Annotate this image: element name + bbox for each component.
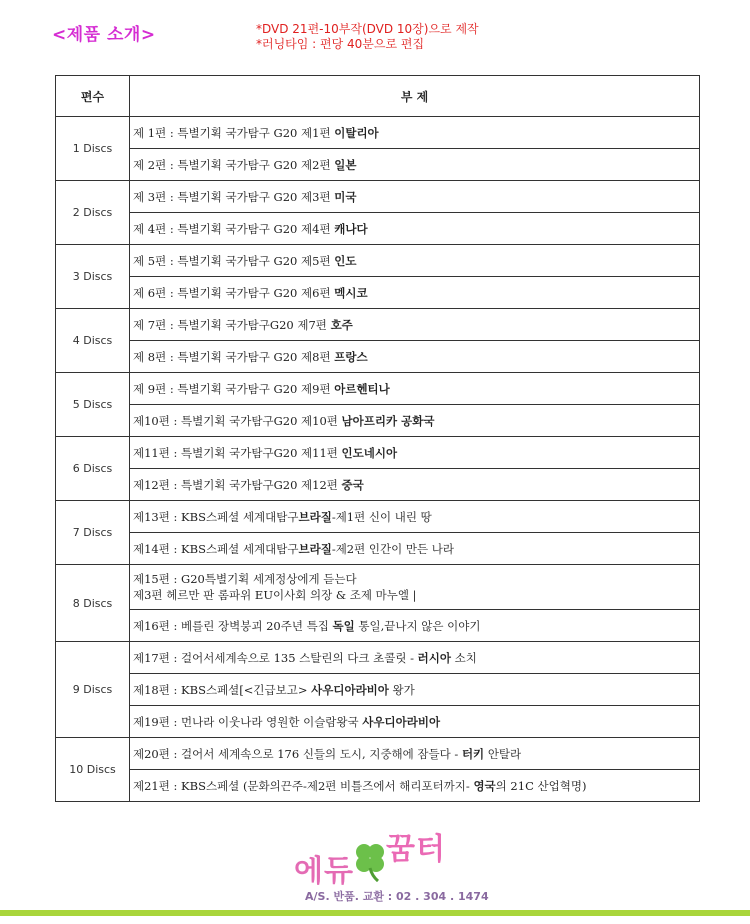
episode-title-cell <box>130 642 700 674</box>
episode-title-cell <box>130 309 700 341</box>
episode-text: 제15편 : G20특별기획 세계정상에게 듣는다 <box>133 572 357 586</box>
episode-title-cell <box>130 373 700 405</box>
episode-title-cell <box>130 565 700 610</box>
column-header-disc: 편수 <box>56 76 130 117</box>
episode-text: 제21편 : KBS스페셜 (문화의끈주-제2편 비틀즈에서 해리포터까지- <box>133 778 474 793</box>
episode-text: 제12편 : 특별기획 국가탐구G20 제12편 <box>133 477 342 492</box>
episode-text: 제 4편 : 특별기획 국가탐구 G20 제4편 <box>133 221 335 236</box>
episode-country: 아르헨티나 <box>334 381 390 396</box>
episode-text: 제20편 : 걸어서 세계속으로 176 신들의 도시, 지중해에 잠들다 - <box>133 746 462 761</box>
episode-country: 일본 <box>334 157 357 172</box>
episode-country: 프랑스 <box>334 349 368 364</box>
disc-count-cell: 5 Discs <box>56 373 130 437</box>
episode-country: 중국 <box>341 477 364 492</box>
episode-text-suffix: 통일,끝나지 않은 이야기 <box>354 618 481 633</box>
episode-text-suffix: 소치 <box>451 650 477 665</box>
episode-title-cell <box>130 501 700 533</box>
bottom-accent-bar <box>0 910 750 916</box>
episode-country: 러시아 <box>417 650 451 665</box>
disc-count-cell: 8 Discs <box>56 565 130 642</box>
note-format: *DVD 21편-10부작(DVD 10장)으로 제작 <box>256 22 479 36</box>
table-row <box>56 405 700 437</box>
episode-text-suffix: 의 21C 산업혁명) <box>495 778 587 793</box>
episode-title-cell <box>130 149 700 181</box>
disc-count-cell: 6 Discs <box>56 437 130 501</box>
episode-table <box>55 75 700 802</box>
logo-text-right: 꿈터 <box>386 832 446 867</box>
episode-text: 제 5편 : 특별기획 국가탐구 G20 제5편 <box>133 253 335 268</box>
table-row <box>56 674 700 706</box>
episode-country: 멕시코 <box>334 285 368 300</box>
episode-text: 제16편 : 베를린 장벽붕괴 20주년 특집 <box>133 618 333 633</box>
episode-country: 남아프리카 공화국 <box>341 413 435 428</box>
disc-count-cell: 7 Discs <box>56 501 130 565</box>
disc-count-cell: 1 Discs <box>56 117 130 181</box>
episode-country: 사우디아라비아 <box>311 682 389 697</box>
episode-title-cell <box>130 405 700 437</box>
episode-text-suffix: 왕가 <box>388 682 415 697</box>
episode-country: 인도네시아 <box>341 445 398 460</box>
product-notes <box>256 22 479 52</box>
table-row <box>56 533 700 565</box>
table-row <box>56 738 700 770</box>
table-row <box>56 373 700 405</box>
episode-title-cell <box>130 245 700 277</box>
episode-text-suffix: -제2편 인간이 만든 나라 <box>331 541 454 556</box>
disc-count-cell: 4 Discs <box>56 309 130 373</box>
table-row <box>56 469 700 501</box>
table-row <box>56 309 700 341</box>
episode-title-cell <box>130 117 700 149</box>
table-row <box>56 245 700 277</box>
disc-count-cell: 3 Discs <box>56 245 130 309</box>
episode-title-cell <box>130 213 700 245</box>
table-row <box>56 501 700 533</box>
table-row <box>56 277 700 309</box>
note-runtime: *러닝타임 : 편당 40분으로 편집 <box>256 37 425 51</box>
episode-country: 브라질 <box>298 541 332 556</box>
episode-text: 제10편 : 특별기획 국가탐구G20 제10편 <box>133 413 342 428</box>
table-row <box>56 341 700 373</box>
episode-text: 제 9편 : 특별기획 국가탐구 G20 제9편 <box>133 381 335 396</box>
table-row <box>56 213 700 245</box>
disc-count-cell: 9 Discs <box>56 642 130 738</box>
table-header-row <box>56 76 700 117</box>
episode-text: 제14편 : KBS스페셜 세계대탐구 <box>133 541 299 556</box>
page-title: <제품 소개> <box>52 25 156 45</box>
episode-title-cell <box>130 770 700 802</box>
table-row <box>56 117 700 149</box>
episode-title-cell <box>130 469 700 501</box>
episode-text: 제19편 : 먼나라 이웃나라 영원한 이슬람왕국 <box>133 714 363 729</box>
episode-country: 호주 <box>330 317 353 332</box>
episode-country: 미국 <box>334 189 357 204</box>
table-row <box>56 181 700 213</box>
episode-text-suffix: 안탈라 <box>484 746 522 761</box>
episode-title-cell <box>130 277 700 309</box>
episode-text: 제 7편 : 특별기획 국가탐구G20 제7편 <box>133 317 331 332</box>
column-header-title: 부 제 <box>130 76 700 117</box>
episode-country: 영국 <box>473 778 496 793</box>
clover-icon <box>350 840 390 882</box>
episode-country: 사우디아라비아 <box>362 714 441 729</box>
episode-title-cell <box>130 706 700 738</box>
episode-text: 제18편 : KBS스페셜[<긴급보고> <box>133 682 312 697</box>
episode-text: 제 6편 : 특별기획 국가탐구 G20 제6편 <box>133 285 335 300</box>
episode-country: 인도 <box>334 253 357 268</box>
episode-text: 제11편 : 특별기획 국가탐구G20 제11편 <box>133 445 342 460</box>
episode-title-cell <box>130 341 700 373</box>
episode-text: 제 1편 : 특별기획 국가탐구 G20 제1편 <box>133 125 335 140</box>
episode-text: 제17편 : 걸어서세계속으로 135 스탈린의 다크 초콜릿 - <box>133 650 418 665</box>
disc-count-cell: 2 Discs <box>56 181 130 245</box>
episode-country: 독일 <box>332 618 355 633</box>
episode-country: 브라질 <box>298 509 332 524</box>
table-row <box>56 642 700 674</box>
disc-count-cell: 10 Discs <box>56 738 130 802</box>
episode-title-cell <box>130 533 700 565</box>
episode-text-suffix: -제1편 신이 내린 땅 <box>331 509 432 524</box>
episode-text: 제 8편 : 특별기획 국가탐구 G20 제8편 <box>133 349 335 364</box>
table-row <box>56 149 700 181</box>
episode-text: 제 3편 : 특별기획 국가탐구 G20 제3편 <box>133 189 335 204</box>
table-row <box>56 437 700 469</box>
table-row <box>56 565 700 610</box>
logo-text-left: 에듀 <box>294 854 354 889</box>
edu-dream-logo <box>294 824 454 894</box>
episode-text: 제13편 : KBS스페셜 세계대탐구 <box>133 509 299 524</box>
table-body <box>56 117 700 802</box>
episode-text-line2: 제3편 헤르만 판 롬파위 EU이사회 의장 & 조제 마누엘 | <box>133 588 417 602</box>
episode-country: 터키 <box>461 746 485 761</box>
episode-title-cell <box>130 674 700 706</box>
table-row <box>56 610 700 642</box>
episode-title-cell <box>130 181 700 213</box>
episode-title-cell <box>130 437 700 469</box>
episode-text: 제 2편 : 특별기획 국가탐구 G20 제2편 <box>133 157 335 172</box>
episode-title-cell <box>130 738 700 770</box>
episode-title-cell <box>130 610 700 642</box>
episode-country: 캐나다 <box>334 221 368 236</box>
table-row <box>56 770 700 802</box>
contact-info: A/S. 반품. 교환 : 02 . 304 . 1474 <box>305 890 489 903</box>
episode-country: 이탈리아 <box>334 125 379 140</box>
table-row <box>56 706 700 738</box>
